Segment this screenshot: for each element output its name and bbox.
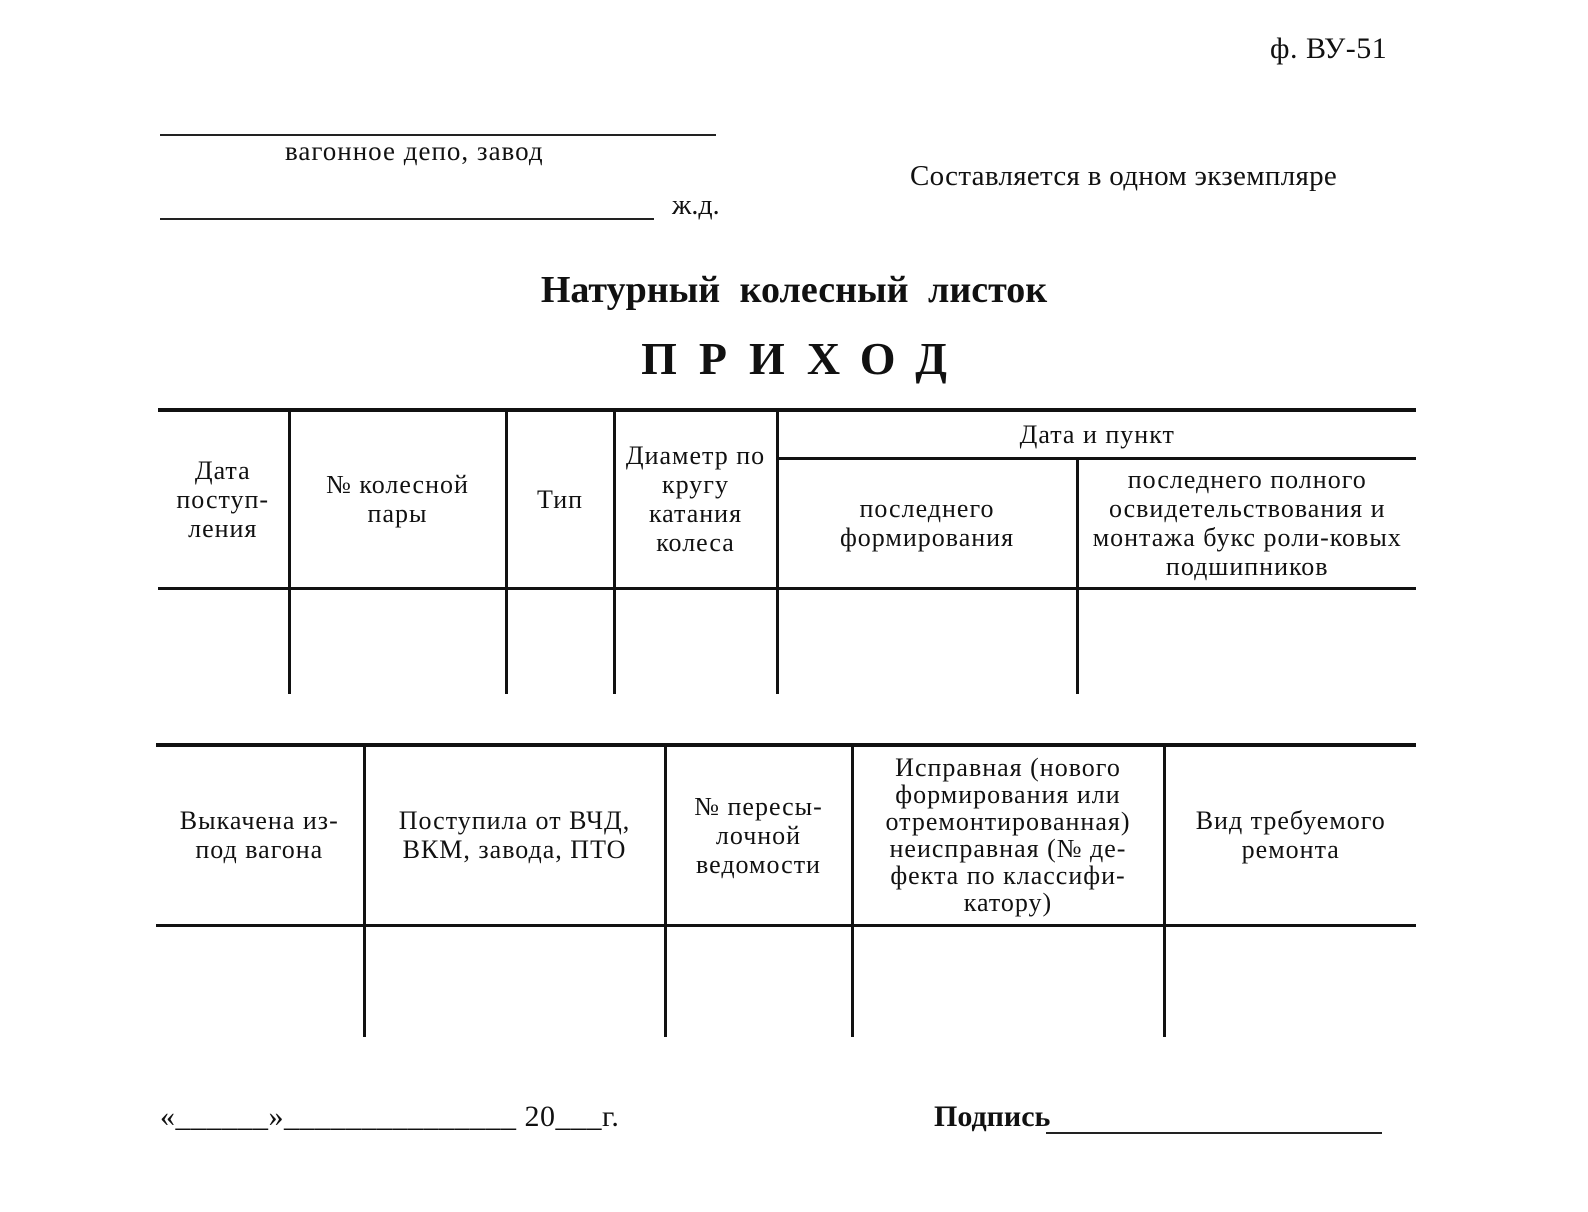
header-date-and-place: Дата и пункт	[777, 410, 1416, 458]
cell-received-from[interactable]	[364, 925, 665, 1037]
depot-label: вагонное депо, завод	[285, 136, 544, 166]
cell-condition[interactable]	[852, 925, 1164, 1037]
cell-type[interactable]	[506, 588, 614, 694]
header-arrival-date: Дата поступ-ления	[158, 410, 289, 588]
cell-rolled-out[interactable]	[156, 925, 364, 1037]
header-transfer-number: № пересы-лочной ведомости	[665, 745, 852, 925]
date-field[interactable]: «______»_______________ 20___г.	[160, 1100, 620, 1133]
document-title: Натурный колесный листок	[540, 269, 1048, 311]
signature-label: Подпись	[934, 1100, 1051, 1133]
copies-note: Составляется в одном экземпляре	[910, 160, 1338, 192]
header-repair-type: Вид требуемого ремонта	[1164, 745, 1416, 925]
header-wheelset-number: № колесной пары	[289, 410, 506, 588]
arrival-table	[158, 408, 1416, 694]
railway-label: ж.д.	[672, 190, 720, 221]
cell-last-forming[interactable]	[777, 588, 1077, 694]
document-subtitle: ПРИХОД	[641, 333, 969, 384]
railway-field-line	[160, 218, 654, 220]
cell-wheel-diameter[interactable]	[614, 588, 777, 694]
header-type: Тип	[506, 410, 614, 588]
form-code: ф. ВУ-51	[1270, 32, 1388, 65]
header-received-from: Поступила от ВЧД, ВКМ, завода, ПТО	[364, 745, 665, 925]
cell-transfer-number[interactable]	[665, 925, 852, 1037]
condition-table	[156, 743, 1416, 1037]
cell-last-full-exam[interactable]	[1077, 588, 1416, 694]
cell-arrival-date[interactable]	[158, 588, 289, 694]
header-wheel-diameter: Диаметр по кругу катания колеса	[614, 410, 777, 588]
cell-repair-type[interactable]	[1164, 925, 1416, 1037]
header-last-forming: последнего формирования	[777, 458, 1077, 588]
header-last-full-exam: последнего полного освидетельствования и монтажа букс роли-ковых подшипников	[1077, 458, 1416, 588]
header-condition: Исправная (нового формирования или отремонтированная) неисправная (№ де-фекта по классифи-катору)	[852, 745, 1164, 925]
cell-wheelset-number[interactable]	[289, 588, 506, 694]
signature-field-line[interactable]	[1046, 1132, 1382, 1134]
header-rolled-out: Выкачена из-под вагона	[156, 745, 364, 925]
